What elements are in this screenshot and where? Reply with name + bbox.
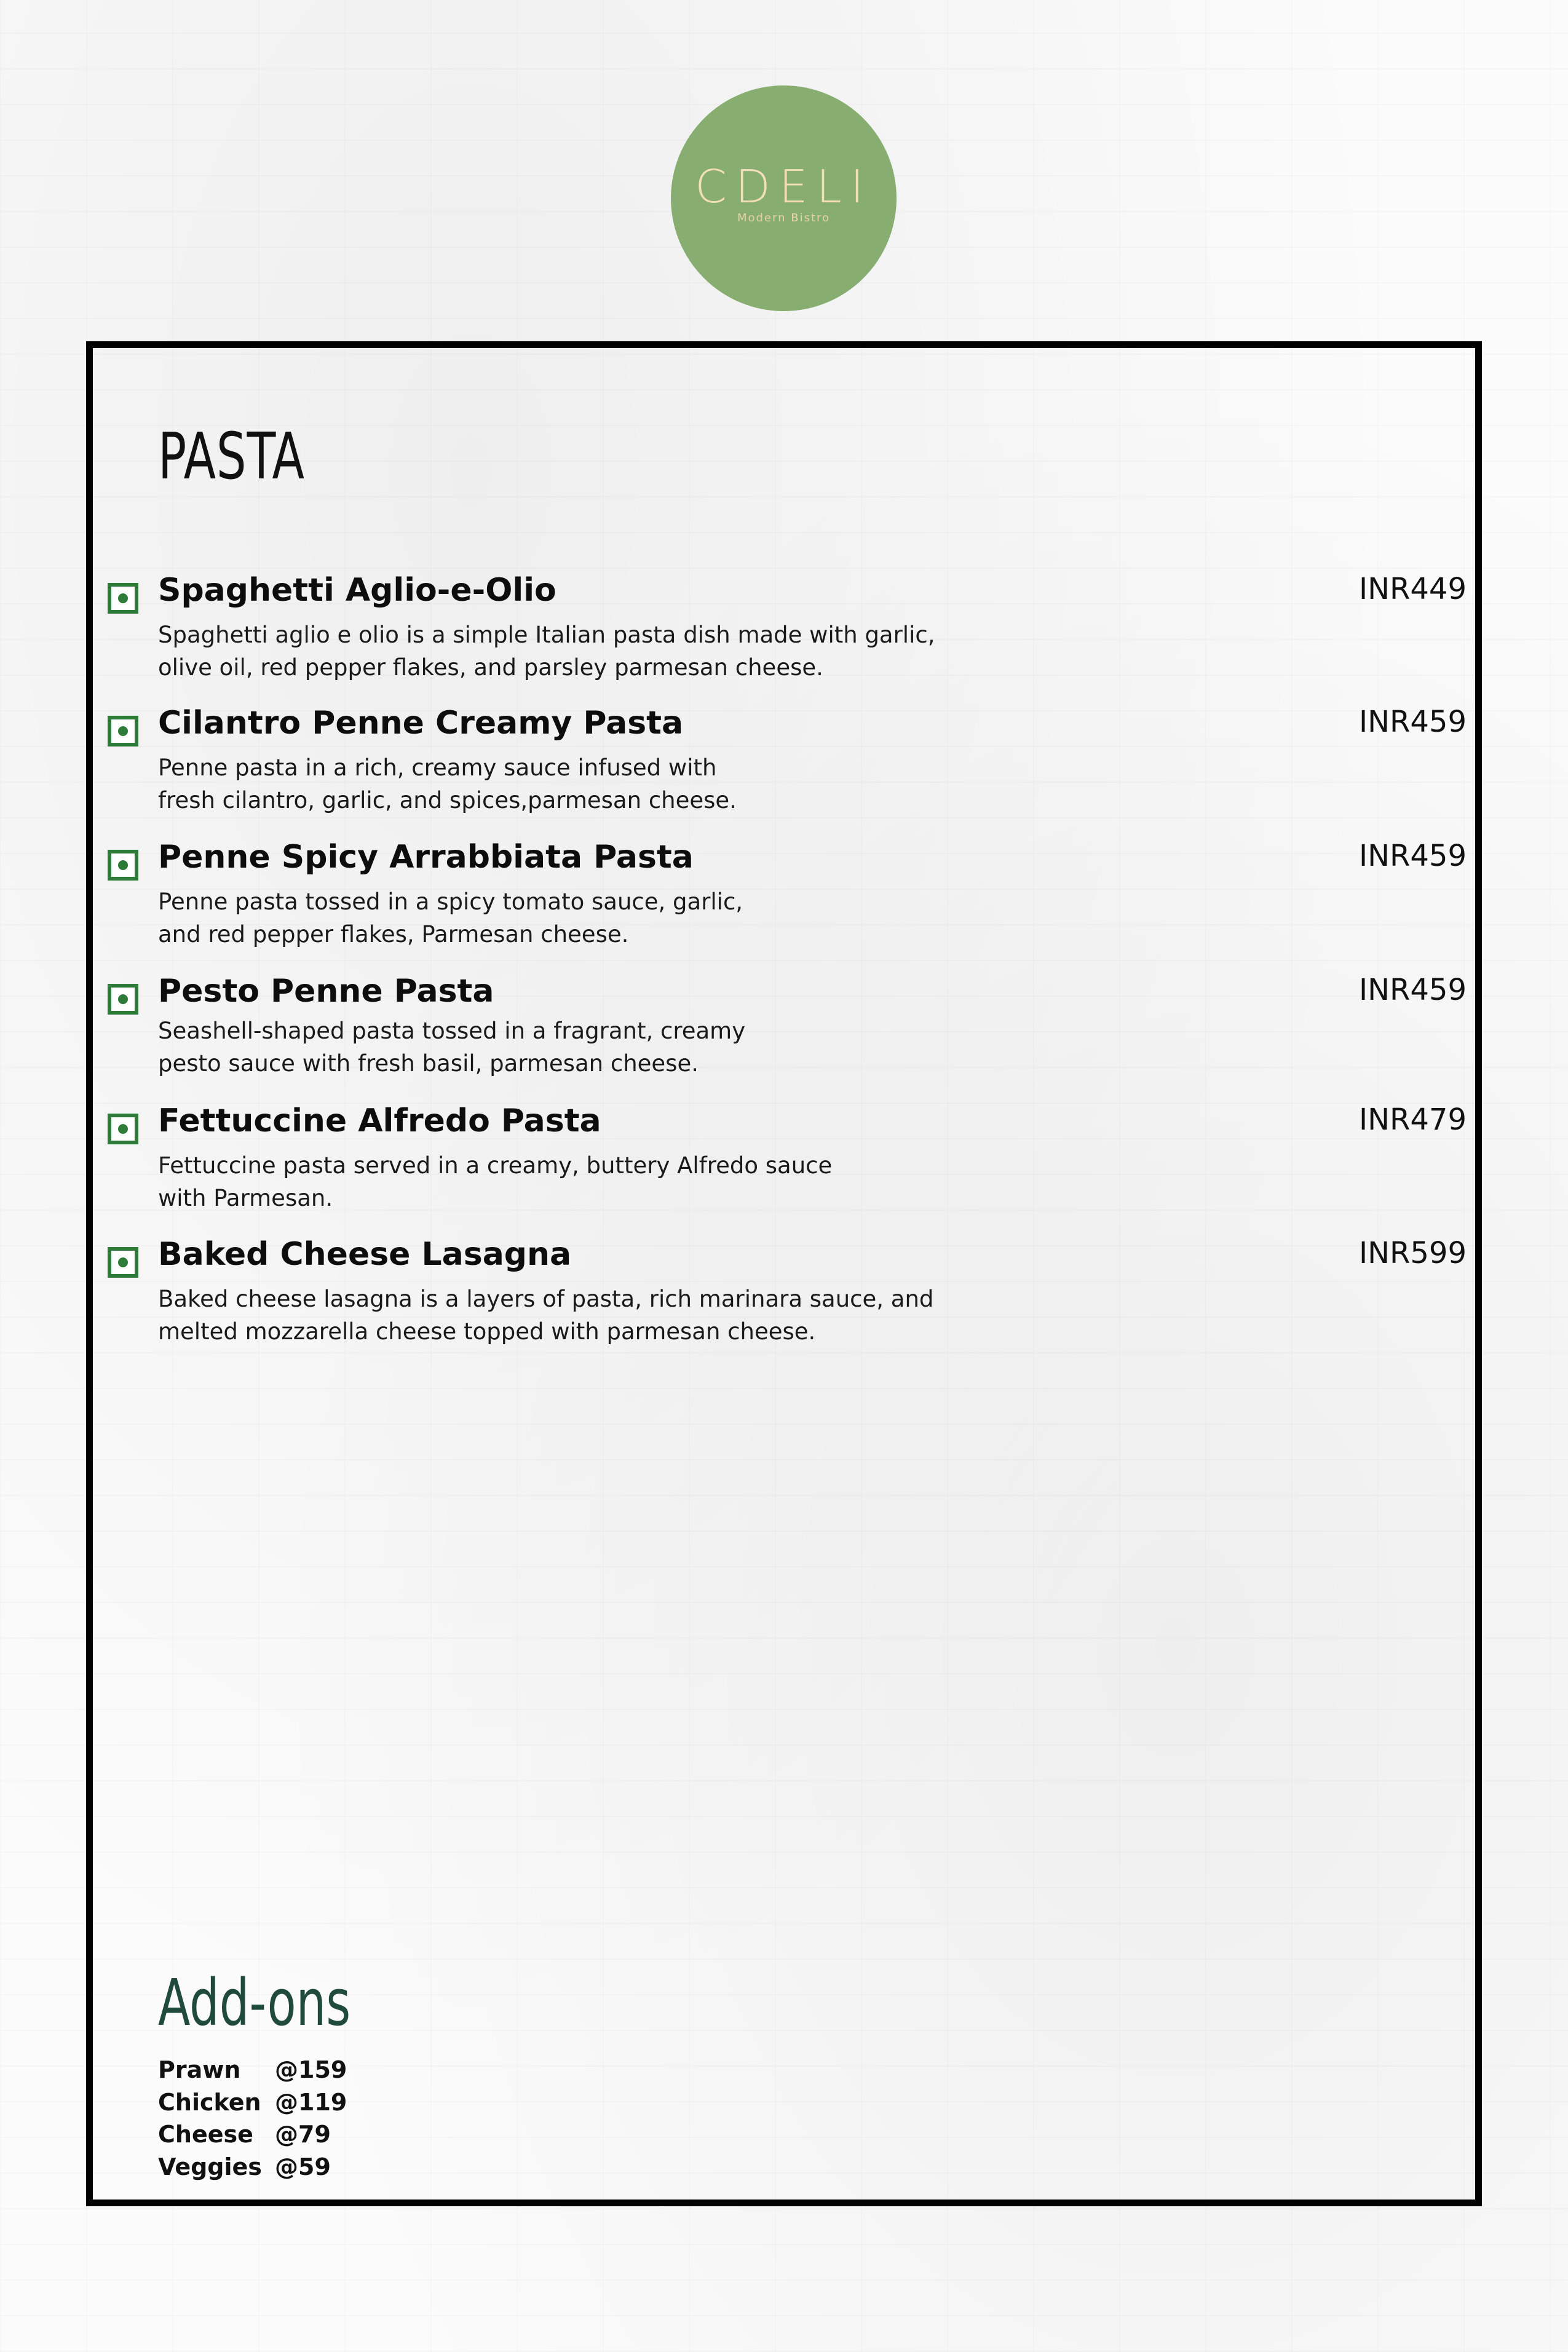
veg-indicator-icon — [108, 583, 138, 614]
addons-title: Add-ons — [158, 1965, 351, 2040]
item-description-line: olive oil, red pepper flakes, and parsley parmesan cheese. — [158, 654, 823, 681]
item-description — [158, 1015, 1142, 1080]
item-price: INR449 — [1358, 572, 1467, 606]
item-description-line: with Parmesan. — [158, 1185, 333, 1211]
item-description — [158, 885, 1142, 951]
logo-subtext: Modern Bistro — [737, 212, 831, 224]
veg-indicator-icon — [108, 984, 138, 1015]
item-name: Penne Spicy Arrabbiata Pasta — [158, 839, 694, 876]
addon-price: @119 — [275, 2089, 347, 2116]
veg-indicator-icon — [108, 850, 138, 881]
addon-name: Veggies — [158, 2153, 262, 2180]
addon-name: Prawn — [158, 2056, 241, 2083]
item-description-line: Seashell-shaped pasta tossed in a fragrant, creamy — [158, 1018, 746, 1044]
item-price: INR459 — [1358, 705, 1467, 739]
veg-indicator-icon — [108, 1114, 138, 1144]
item-name: Pesto Penne Pasta — [158, 973, 494, 1010]
item-description-line: Spaghetti aglio e olio is a simple Italian pasta dish made with garlic, — [158, 622, 935, 648]
addon-price: @59 — [275, 2153, 331, 2180]
item-price: INR459 — [1358, 839, 1467, 873]
item-description-line: and red pepper flakes, Parmesan cheese. — [158, 921, 629, 948]
item-description — [158, 1283, 1142, 1348]
section-title: PASTA — [158, 419, 305, 494]
addon-row — [158, 2155, 331, 2179]
item-description — [158, 619, 1142, 684]
item-description-line: fresh cilantro, garlic, and spices,parmesan cheese. — [158, 787, 737, 814]
item-name: Cilantro Penne Creamy Pasta — [158, 705, 684, 742]
addon-name: Chicken — [158, 2089, 261, 2116]
logo-text: CDELI — [695, 160, 873, 213]
item-price: INR599 — [1358, 1236, 1467, 1270]
item-description-line: Fettuccine pasta served in a creamy, buttery Alfredo sauce — [158, 1152, 833, 1179]
veg-indicator-icon — [108, 716, 138, 746]
item-description-line: Penne pasta in a rich, creamy sauce infused with — [158, 754, 717, 781]
addon-price: @79 — [275, 2121, 331, 2148]
addon-row — [158, 2123, 331, 2146]
menu-item — [108, 974, 1467, 1085]
menu-item — [108, 706, 1467, 817]
addon-price: @159 — [275, 2056, 347, 2083]
item-name: Fettuccine Alfredo Pasta — [158, 1103, 601, 1139]
item-description — [158, 751, 1142, 817]
item-name: Baked Cheese Lasagna — [158, 1236, 572, 1273]
addon-row — [158, 2058, 347, 2081]
item-name: Spaghetti Aglio-e-Olio — [158, 572, 556, 609]
brand-logo — [671, 85, 897, 311]
veg-indicator-icon — [108, 1247, 138, 1278]
menu-item — [108, 1237, 1467, 1348]
addon-name: Cheese — [158, 2121, 253, 2148]
menu-item — [108, 840, 1467, 951]
menu-item — [108, 1104, 1467, 1214]
item-description-line: pesto sauce with fresh basil, parmesan cheese. — [158, 1050, 699, 1077]
item-price: INR479 — [1358, 1103, 1467, 1137]
menu-item — [108, 573, 1467, 684]
item-description — [158, 1149, 1142, 1214]
item-description-line: Penne pasta tossed in a spicy tomato sauce, garlic, — [158, 889, 743, 915]
item-description-line: Baked cheese lasagna is a layers of pasta, rich marinara sauce, and — [158, 1286, 934, 1312]
addon-row — [158, 2091, 347, 2114]
item-description-line: melted mozzarella cheese topped with parmesan cheese. — [158, 1318, 816, 1345]
item-price: INR459 — [1358, 973, 1467, 1007]
